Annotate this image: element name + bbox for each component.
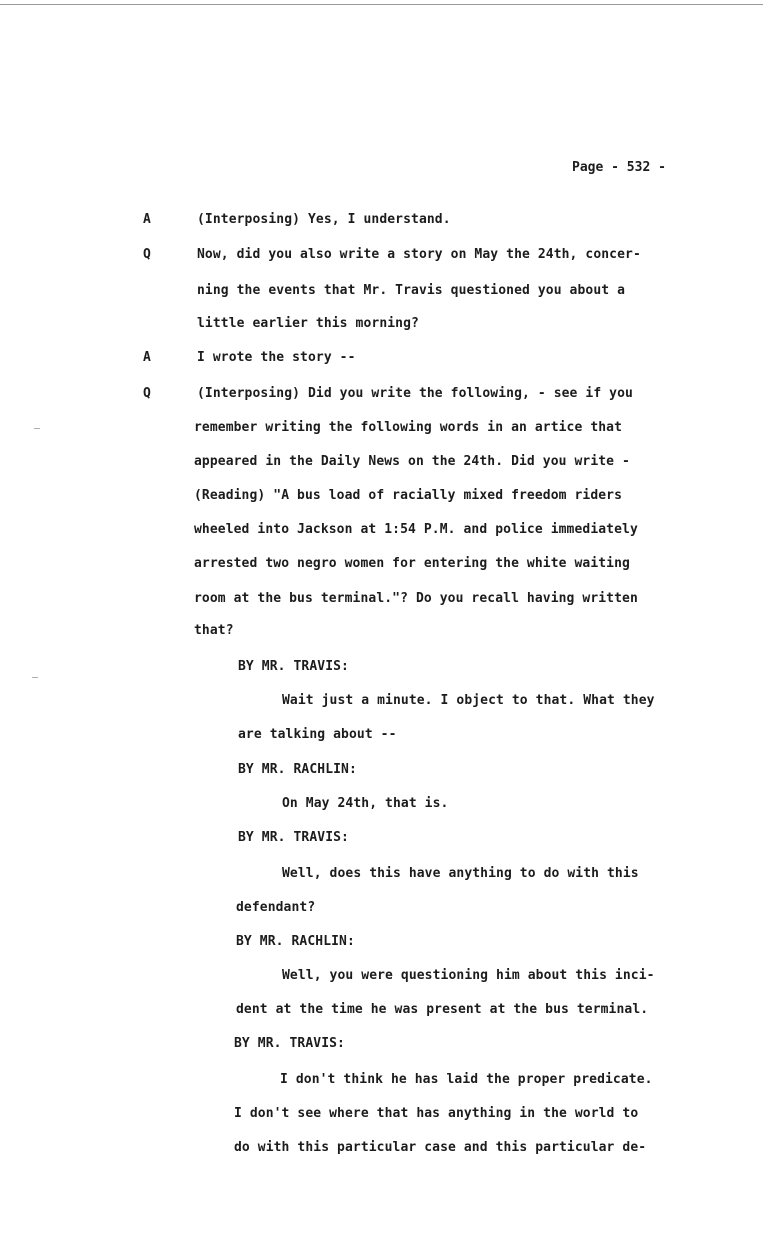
scan-speck (34, 428, 40, 429)
question-line: (Interposing) Did you write the following, - see if you (197, 386, 633, 401)
speaker-heading: BY MR. RACHLIN: (238, 762, 357, 777)
colloquy-line: On May 24th, that is. (282, 796, 449, 811)
speaker-marker: Q (143, 247, 151, 262)
page-number: Page - 532 - (572, 160, 666, 175)
colloquy-line: I don't see where that has anything in the world to (234, 1106, 639, 1121)
question-line: (Reading) "A bus load of racially mixed freedom riders (194, 488, 623, 503)
colloquy-line: do with this particular case and this particular de- (234, 1140, 647, 1155)
speaker-marker: Q (143, 386, 151, 401)
question-line: that? (194, 623, 234, 638)
speaker-heading: BY MR. TRAVIS: (238, 659, 349, 674)
question-line: Now, did you also write a story on May the 24th, concer- (197, 247, 641, 262)
colloquy-line: Well, you were questioning him about this inci- (282, 968, 655, 983)
question-line: wheeled into Jackson at 1:54 P.M. and police immediately (194, 522, 638, 537)
question-line: little earlier this morning? (197, 316, 419, 331)
colloquy-line: are talking about -- (238, 727, 397, 742)
question-line: ning the events that Mr. Travis questioned you about a (197, 283, 626, 298)
speaker-marker: A (143, 350, 151, 365)
speaker-heading: BY MR. RACHLIN: (236, 934, 355, 949)
top-edge-rule (0, 4, 763, 5)
question-line: arrested two negro women for entering the white waiting (194, 556, 630, 571)
question-line: remember writing the following words in an artice that (194, 420, 623, 435)
colloquy-line: defendant? (236, 900, 316, 915)
speaker-marker: A (143, 212, 151, 227)
colloquy-line: dent at the time he was present at the bus terminal. (236, 1002, 649, 1017)
colloquy-line: Wait just a minute. I object to that. What they (282, 693, 655, 708)
scan-speck (32, 677, 38, 678)
speaker-heading: BY MR. TRAVIS: (234, 1036, 345, 1051)
speaker-heading: BY MR. TRAVIS: (238, 830, 349, 845)
answer-line: I wrote the story -- (197, 350, 356, 365)
question-line: room at the bus terminal."? Do you recall having written (194, 591, 638, 606)
colloquy-line: I don't think he has laid the proper predicate. (280, 1072, 653, 1087)
question-line: appeared in the Daily News on the 24th. Did you write - (194, 454, 630, 469)
colloquy-line: Well, does this have anything to do with this (282, 866, 639, 881)
answer-line: (Interposing) Yes, I understand. (197, 212, 451, 227)
